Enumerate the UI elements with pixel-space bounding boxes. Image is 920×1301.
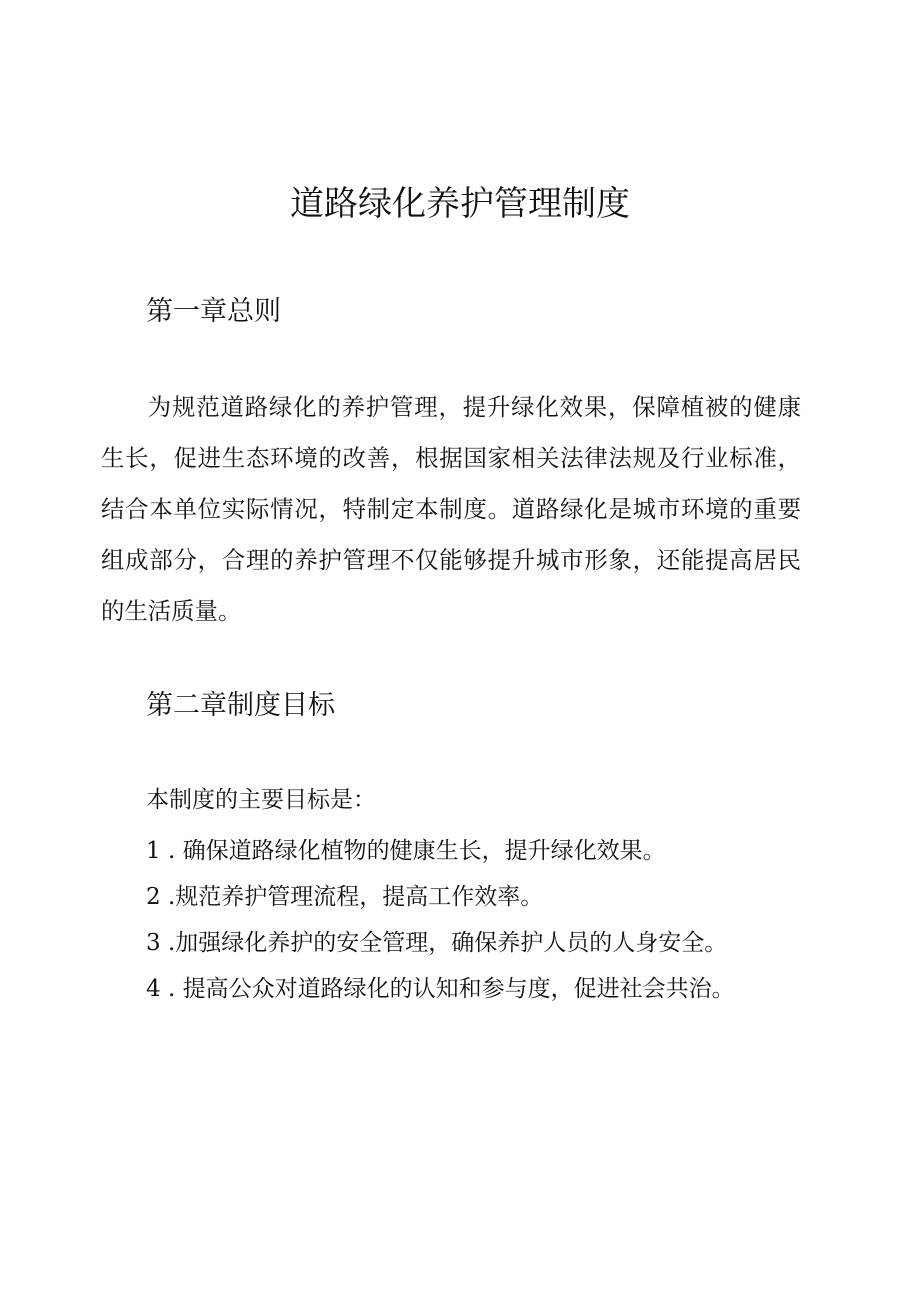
chapter-2-heading: 第二章制度目标 — [146, 690, 335, 721]
goal-item-3 — [146, 920, 735, 966]
goal-number: 1 — [146, 838, 161, 864]
chapter-2-intro: 本制度的主要目标是： — [146, 787, 376, 813]
goal-item-1 — [146, 828, 735, 874]
goal-number: 2 — [146, 884, 161, 910]
chapter-1-paragraph: 为规范道路绿化的养护管理，提升绿化效果，保障植被的健康生长，促进生态环境的改善，根据国家相关法律法规及行业标准，结合本单位实际情况，特制定本制度。道路绿化是城市环境的重要组成部分，合理的养护管理不仅能够提升城市形象，还能提高居民的生活质量。 — [101, 393, 801, 625]
goal-item-2 — [146, 874, 735, 920]
goal-item-4 — [146, 966, 735, 1012]
goal-text: . 确保道路绿化植物的健康生长，提升绿化效果。 — [168, 838, 666, 864]
chapter-1-heading: 第一章总则 — [146, 296, 281, 327]
goal-list — [146, 828, 735, 1012]
goal-text: .加强绿化养护的安全管理，确保养护人员的人身安全。 — [168, 930, 728, 956]
document-title: 道路绿化养护管理制度 — [290, 184, 630, 224]
goal-number: 4 — [146, 976, 161, 1002]
goal-text: .规范养护管理流程，提高工作效率。 — [168, 884, 544, 910]
goal-text: . 提高公众对道路绿化的认知和参与度，促进社会共治。 — [168, 976, 735, 1002]
goal-number: 3 — [146, 930, 161, 956]
